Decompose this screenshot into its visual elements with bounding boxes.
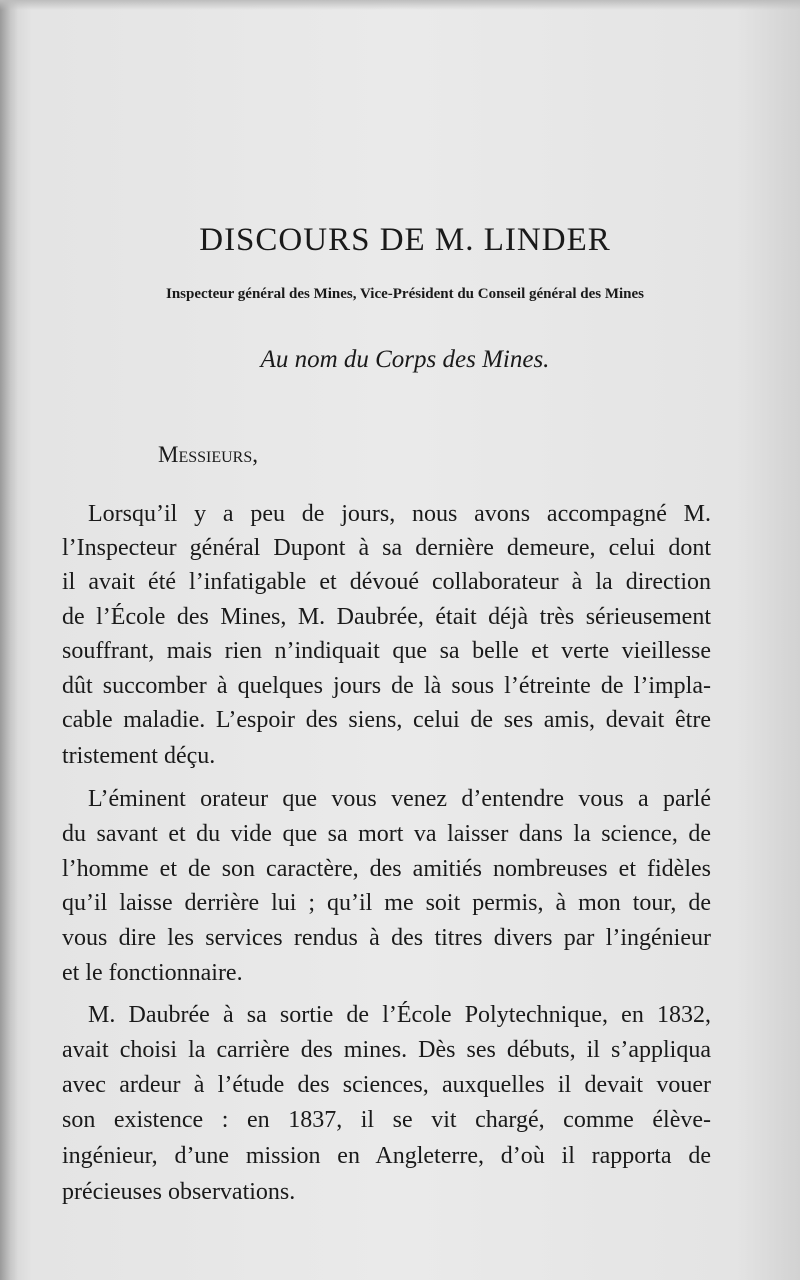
paragraph-3-line-5: ingénieur, d’une mission en Angleterre, d’où il rapporta de [62, 1143, 711, 1169]
paragraph-2-line-3: l’homme et de son caractère, des amitiés nombreuses et fidèles [62, 856, 711, 882]
paragraph-2-line-1: L’éminent orateur que vous venez d’entendre vous a parlé [88, 786, 711, 812]
paragraph-3-line-3: avec ardeur à l’étude des sciences, auxquelles il devait vouer [62, 1072, 711, 1098]
paragraph-2-line-2: du savant et du vide que sa mort va laisser dans la science, de [62, 821, 711, 847]
paragraph-2-line-5: vous dire les services rendus à des titres divers par l’ingénieur [62, 925, 711, 951]
paragraph-1-line-5: souffrant, mais rien n’indiquait que sa belle et verte vieillesse [62, 638, 711, 664]
page-title: DISCOURS DE M. LINDER [199, 222, 611, 258]
paragraph-1-line-6: dût succomber à quelques jours de là sous l’étreinte de l’impla- [62, 673, 711, 699]
salutation: Messieurs, [158, 442, 258, 467]
speaker-subtitle: Inspecteur général des Mines, Vice-Président du Conseil général des Mines [165, 286, 644, 302]
paragraph-1-line-3: il avait été l’infatigable et dévoué collaborateur à la direction [62, 569, 711, 595]
paragraph-1-line-4: de l’École des Mines, M. Daubrée, était déjà très sérieusement [62, 604, 711, 630]
paragraph-2-line-6: et le fonctionnaire. [62, 960, 243, 986]
paragraph-1-line-2: l’Inspecteur général Dupont à sa dernière demeure, celui dont [62, 535, 711, 561]
paragraph-3-line-6: précieuses observations. [62, 1179, 296, 1205]
paragraph-1-line-7: cable maladie. L’espoir des siens, celui de ses amis, devait être [62, 707, 711, 733]
dedication: Au nom du Corps des Mines. [260, 346, 550, 373]
paragraph-1-line-1: Lorsqu’il y a peu de jours, nous avons accompagné M. [88, 501, 711, 527]
paragraph-3-line-2: avait choisi la carrière des mines. Dès ses débuts, il s’appliqua [62, 1037, 711, 1063]
paragraph-2-line-4: qu’il laisse derrière lui ; qu’il me soit permis, à mon tour, de [62, 890, 711, 916]
paragraph-1-line-8: tristement déçu. [62, 743, 216, 769]
paragraph-3-line-4: son existence : en 1837, il se vit chargé, comme élève- [62, 1107, 711, 1133]
page-top-shadow [0, 0, 800, 10]
page-gutter-shadow [0, 0, 18, 1280]
paragraph-3-line-1: M. Daubrée à sa sortie de l’École Polytechnique, en 1832, [88, 1002, 711, 1028]
